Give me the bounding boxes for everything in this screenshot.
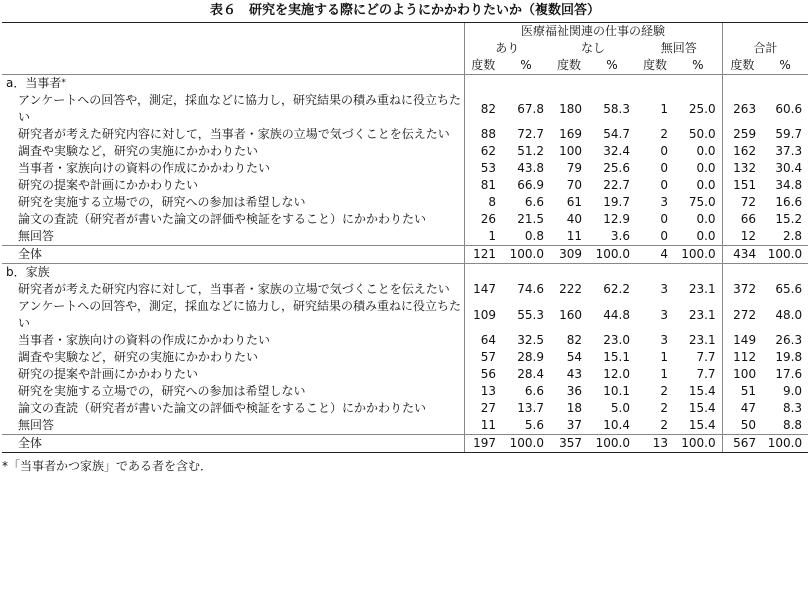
count-cell: 100 <box>722 366 762 383</box>
percent-cell: 59.7 <box>775 127 803 141</box>
percent-cell: 23.1 <box>688 282 716 296</box>
table-row <box>2 160 808 177</box>
table-row <box>2 417 808 435</box>
count-cell: 160 <box>559 307 582 322</box>
percent-cell <box>762 75 808 93</box>
count-cell: 0 <box>660 178 668 192</box>
section-label: b．家族 <box>2 264 464 282</box>
count-cell: 0 <box>660 161 668 175</box>
percent-cell <box>502 264 550 282</box>
subcol-dosu: 度数 <box>556 58 581 72</box>
table-row <box>2 298 808 332</box>
count-cell: 197 <box>464 435 502 453</box>
percent-cell: 19.8 <box>775 350 803 364</box>
item-label: 研究の提案や計画にかかわりたい <box>18 367 199 381</box>
count-cell: 66 <box>722 211 762 228</box>
percent-cell: 7.7 <box>696 367 716 381</box>
count-cell: 180 <box>559 101 582 116</box>
percent-cell: 75.0 <box>688 195 716 209</box>
count-cell: 1 <box>660 101 668 116</box>
count-cell <box>550 75 588 93</box>
subcol-pct: % <box>520 58 532 72</box>
percent-cell: 8.8 <box>782 418 803 432</box>
count-cell: 100 <box>559 144 582 158</box>
count-cell: 43 <box>566 367 582 381</box>
percent-cell: 26.3 <box>775 333 803 347</box>
item-label: アンケートへの回答や，測定，採血などに協力し，研究結果の積み重ねに役立ちたい <box>18 299 462 330</box>
percent-cell: 50.0 <box>688 127 716 141</box>
item-label: 当事者・家族向けの資料の作成にかかわりたい <box>18 161 271 175</box>
percent-cell: 12.9 <box>603 212 630 226</box>
count-cell: 372 <box>722 281 762 298</box>
count-cell: 147 <box>464 281 502 298</box>
table-row <box>2 143 808 160</box>
table-row <box>2 366 808 383</box>
percent-cell: 44.8 <box>603 307 630 322</box>
count-cell: 2 <box>660 401 668 415</box>
percent-cell: 0.0 <box>696 212 716 226</box>
table-row <box>2 435 808 453</box>
item-label: 論文の査読（研究者が書いた論文の評価や検証をすること）にかかわりたい <box>18 401 427 415</box>
count-cell: 434 <box>722 246 762 264</box>
item-label: 調査や実験など，研究の実施にかかわりたい <box>18 350 259 364</box>
count-cell: 1 <box>660 367 668 381</box>
count-cell: 0 <box>660 212 668 226</box>
percent-cell: 100.0 <box>674 435 722 453</box>
percent-cell: 15.2 <box>775 212 803 226</box>
item-label: 研究の提案や計画にかかわりたい <box>18 178 199 192</box>
count-cell: 0 <box>660 229 668 243</box>
count-cell: 121 <box>464 246 502 264</box>
percent-cell: 100.0 <box>588 435 636 453</box>
percent-cell: 8.3 <box>782 401 803 415</box>
footnote: *「当事者かつ家族」である者を含む． <box>2 459 213 473</box>
percent-cell: 15.4 <box>688 401 716 415</box>
item-label: 研究を実施する立場での，研究への参加は希望しない <box>18 384 306 398</box>
percent-cell: 51.2 <box>517 144 544 158</box>
percent-cell: 65.6 <box>775 282 803 296</box>
percent-cell: 74.6 <box>517 282 544 296</box>
percent-cell: 2.8 <box>782 229 803 243</box>
count-cell: 259 <box>722 126 762 143</box>
item-label: 研究者が考えた研究内容に対して，当事者・家族の立場で気づくことを伝えたい <box>18 282 450 296</box>
count-cell: 112 <box>722 349 762 366</box>
percent-cell: 12.0 <box>603 367 630 381</box>
percent-cell <box>674 264 722 282</box>
percent-cell: 25.6 <box>603 161 630 175</box>
percent-cell: 100.0 <box>762 435 808 453</box>
subcol-pct: % <box>606 58 618 72</box>
percent-cell: 5.0 <box>610 401 630 415</box>
count-cell: 72 <box>722 194 762 211</box>
count-cell <box>722 264 762 282</box>
count-cell: 132 <box>722 160 762 177</box>
count-cell: 567 <box>722 435 762 453</box>
count-cell: 18 <box>566 401 582 415</box>
percent-cell: 55.3 <box>517 307 544 322</box>
percent-cell: 100.0 <box>762 246 808 264</box>
table-row <box>2 211 808 228</box>
percent-cell: 21.5 <box>517 212 544 226</box>
percent-cell: 0.0 <box>696 229 716 243</box>
count-cell: 3 <box>660 282 668 296</box>
count-cell <box>464 75 502 93</box>
percent-cell: 23.1 <box>688 333 716 347</box>
section-a <box>2 75 808 264</box>
subcol-dosu: 度数 <box>642 58 667 72</box>
col-ari: あり <box>464 40 550 57</box>
count-cell: 88 <box>464 126 502 143</box>
percent-cell: 7.7 <box>696 350 716 364</box>
percent-cell: 30.4 <box>775 161 803 175</box>
percent-cell: 48.0 <box>775 307 803 322</box>
table-row <box>2 400 808 417</box>
item-label: 無回答 <box>18 418 55 432</box>
percent-cell: 0.0 <box>696 144 716 158</box>
count-cell: 162 <box>722 143 762 160</box>
count-cell: 26 <box>464 211 502 228</box>
section-b <box>2 264 808 453</box>
results-table <box>2 22 808 453</box>
percent-cell: 32.5 <box>517 333 544 347</box>
percent-cell: 9.0 <box>782 384 803 398</box>
section-label: a．当事者* <box>2 75 464 93</box>
table-row <box>2 194 808 211</box>
table-row <box>2 246 808 264</box>
percent-cell: 0.0 <box>696 161 716 175</box>
percent-cell: 0.8 <box>524 229 544 243</box>
percent-cell: 62.2 <box>603 282 630 296</box>
percent-cell: 15.4 <box>688 418 716 432</box>
percent-cell: 100.0 <box>588 246 636 264</box>
count-cell: 1 <box>660 350 668 364</box>
percent-cell: 15.4 <box>688 384 716 398</box>
count-cell: 3 <box>660 307 668 322</box>
percent-cell <box>674 75 722 93</box>
percent-cell: 5.6 <box>524 418 544 432</box>
percent-cell: 28.4 <box>517 367 544 381</box>
count-cell: 8 <box>464 194 502 211</box>
percent-cell: 67.8 <box>517 101 544 116</box>
count-cell: 11 <box>566 229 582 243</box>
count-cell: 47 <box>722 400 762 417</box>
count-cell: 12 <box>722 228 762 246</box>
percent-cell: 16.6 <box>775 195 803 209</box>
count-cell: 53 <box>464 160 502 177</box>
item-label: 調査や実験など，研究の実施にかかわりたい <box>18 144 259 158</box>
count-cell: 357 <box>550 435 588 453</box>
table-title: 表６ 研究を実施する際にどのようにかかわりたいか（複数回答） <box>209 3 600 18</box>
count-cell: 54 <box>566 350 582 364</box>
item-label: 研究を実施する立場での，研究への参加は希望しない <box>18 195 306 209</box>
percent-cell: 3.6 <box>610 229 630 243</box>
percent-cell: 58.3 <box>603 101 630 116</box>
count-cell: 70 <box>566 178 582 192</box>
col-goukei: 合計 <box>722 40 808 57</box>
percent-cell: 0.0 <box>696 178 716 192</box>
count-cell: 3 <box>660 195 668 209</box>
item-label: 研究者が考えた研究内容に対して，当事者・家族の立場で気づくことを伝えたい <box>18 127 450 141</box>
count-cell: 79 <box>566 161 582 175</box>
count-cell: 37 <box>566 418 582 432</box>
count-cell: 51 <box>722 383 762 400</box>
percent-cell: 34.8 <box>775 178 803 192</box>
count-cell: 2 <box>660 384 668 398</box>
count-cell: 82 <box>464 92 502 126</box>
count-cell: 272 <box>722 298 762 332</box>
percent-cell: 54.7 <box>603 127 630 141</box>
count-cell: 62 <box>464 143 502 160</box>
count-cell: 81 <box>464 177 502 194</box>
count-cell: 151 <box>722 177 762 194</box>
count-cell: 169 <box>559 127 582 141</box>
count-cell: 149 <box>722 332 762 349</box>
percent-cell: 60.6 <box>775 101 803 116</box>
table-row <box>2 228 808 246</box>
percent-cell <box>502 75 550 93</box>
count-cell: 27 <box>464 400 502 417</box>
percent-cell: 43.8 <box>517 161 544 175</box>
count-cell <box>636 264 674 282</box>
subcol-dosu: 度数 <box>464 57 502 75</box>
percent-cell: 28.9 <box>517 350 544 364</box>
item-label: 当事者・家族向けの資料の作成にかかわりたい <box>18 333 271 347</box>
percent-cell <box>762 264 808 282</box>
table-row <box>2 126 808 143</box>
item-label: 無回答 <box>18 229 55 243</box>
subcol-pct: % <box>692 58 704 72</box>
count-cell: 0 <box>660 144 668 158</box>
count-cell: 4 <box>636 246 674 264</box>
count-cell: 13 <box>636 435 674 453</box>
count-cell: 309 <box>550 246 588 264</box>
count-cell: 64 <box>464 332 502 349</box>
percent-cell: 15.1 <box>603 350 630 364</box>
count-cell: 82 <box>566 333 582 347</box>
count-cell: 2 <box>660 418 668 432</box>
count-cell: 57 <box>464 349 502 366</box>
footnote-mark: * <box>61 78 66 88</box>
table-row <box>2 281 808 298</box>
count-cell: 263 <box>722 92 762 126</box>
item-label: 全体 <box>2 435 464 453</box>
percent-cell: 100.0 <box>674 246 722 264</box>
item-label: 全体 <box>2 246 464 264</box>
count-cell: 56 <box>464 366 502 383</box>
count-cell <box>464 264 502 282</box>
table-row <box>2 332 808 349</box>
count-cell: 36 <box>566 384 582 398</box>
count-cell: 2 <box>660 127 668 141</box>
percent-cell: 22.7 <box>603 178 630 192</box>
percent-cell <box>588 75 636 93</box>
percent-cell: 23.1 <box>688 307 716 322</box>
percent-cell: 17.6 <box>775 367 803 381</box>
percent-cell: 100.0 <box>502 435 550 453</box>
col-nashi: なし <box>580 41 605 55</box>
percent-cell: 72.7 <box>517 127 544 141</box>
percent-cell: 10.4 <box>603 418 630 432</box>
table-header <box>2 23 808 75</box>
percent-cell: 6.6 <box>524 195 544 209</box>
percent-cell: 32.4 <box>603 144 630 158</box>
table-row <box>2 383 808 400</box>
percent-cell: 6.6 <box>524 384 544 398</box>
subcol-pct: % <box>779 58 791 72</box>
percent-cell: 66.9 <box>517 178 544 192</box>
percent-cell: 37.3 <box>775 144 803 158</box>
count-cell: 13 <box>464 383 502 400</box>
count-cell: 50 <box>722 417 762 435</box>
percent-cell: 19.7 <box>603 195 630 209</box>
count-cell <box>550 264 588 282</box>
item-label: 論文の査読（研究者が書いた論文の評価や検証をすること）にかかわりたい <box>18 212 427 226</box>
count-cell: 40 <box>566 212 582 226</box>
percent-cell: 23.0 <box>603 333 630 347</box>
count-cell: 61 <box>566 195 582 209</box>
table-row <box>2 177 808 194</box>
percent-cell <box>588 264 636 282</box>
table-row <box>2 92 808 126</box>
count-cell: 222 <box>559 282 582 296</box>
subcol-dosu: 度数 <box>722 57 762 75</box>
group-header: 医療福祉関連の仕事の経験 <box>464 23 722 41</box>
percent-cell: 13.7 <box>517 401 544 415</box>
percent-cell: 25.0 <box>688 101 716 116</box>
count-cell: 1 <box>464 228 502 246</box>
count-cell: 11 <box>464 417 502 435</box>
count-cell <box>636 75 674 93</box>
table-row <box>2 349 808 366</box>
item-label: アンケートへの回答や，測定，採血などに協力し，研究結果の積み重ねに役立ちたい <box>18 93 462 124</box>
percent-cell: 10.1 <box>603 384 630 398</box>
section-heading-row <box>2 75 808 93</box>
percent-cell: 100.0 <box>502 246 550 264</box>
col-mukaitou: 無回答 <box>660 41 697 55</box>
count-cell: 109 <box>464 298 502 332</box>
section-heading-row <box>2 264 808 282</box>
count-cell: 3 <box>660 333 668 347</box>
count-cell <box>722 75 762 93</box>
